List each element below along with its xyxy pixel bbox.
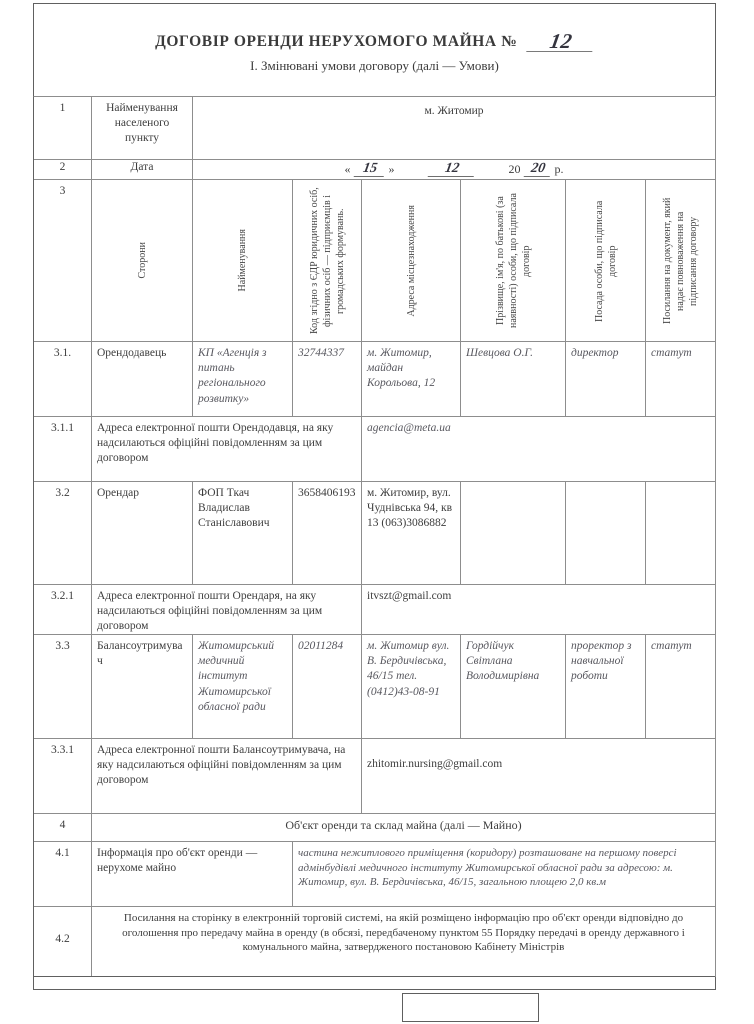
table-row-3-2 — [34, 482, 715, 585]
row-3-3-1-number: 3.3.1 — [34, 739, 92, 813]
document-title — [34, 29, 715, 53]
table-row-3-3-1 — [34, 739, 715, 814]
balance-holder-email-value: zhitomir.nursing@gmail.com — [367, 758, 503, 770]
date-day-handwritten: 15 — [353, 162, 386, 177]
object-info-value: частина нежитлового приміщення (коридору) розташоване на першому поверсі адмінбудівлі медичного інституту Житомирської обласної ради за адресою: м. Житомир, вул. В. Бердичівська, 46/15, загальною площею 2,0 кв.м — [298, 847, 677, 889]
landlord-email-value: agencia@meta.ua — [367, 422, 451, 434]
etrading-link-clause: Посилання на сторінку в електронній торговій системі, на якій розміщено інформацію про об'єкт оренди відповідно до оголошення про передачу майна в оренду (в обсязі, передбаченому пунктом 55 Порядку передачі в оренду державного і комунального майна, затвердженого постановою Кабінету Міністрів — [122, 912, 685, 954]
header-parties — [92, 180, 193, 341]
date-year-handwritten: 20 — [523, 162, 552, 177]
tenant-code: 3658406193 — [293, 482, 362, 584]
row-3-1-number: 3.1. — [34, 342, 92, 416]
landlord-name: КП «Агенція з питань регіонального розвитку» — [193, 342, 293, 416]
row-1-label: Найменування населеного пункту — [92, 97, 193, 159]
date-quote-open: « — [344, 161, 351, 176]
landlord-authority: статут — [651, 347, 692, 359]
balance-holder-email-label: Адреса електронної пошти Балансоутримувача, на яку надсилаються офіційні повідомленням за цим договором — [92, 739, 362, 813]
row-4-1-number: 4.1 — [34, 842, 92, 906]
row-3-number: 3 — [34, 180, 92, 341]
row-3-2-number: 3.2 — [34, 482, 92, 584]
table-row-3-2-1 — [34, 585, 715, 635]
row-2-number: 2 — [34, 160, 92, 179]
balance-holder-position: проректор з навчальної роботи — [566, 635, 646, 738]
header-address-text: Адреса місцезнаходження — [405, 204, 417, 317]
row-2-label: Дата — [92, 160, 193, 179]
contract-number-handwritten: 12 — [526, 32, 596, 52]
table-row-4 — [34, 814, 715, 842]
balance-holder-authority: статут — [651, 640, 692, 652]
header-signer-name — [461, 180, 566, 341]
row-4-2-number: 4.2 — [34, 907, 92, 976]
tenant-email-label: Адреса електронної пошти Орендаря, на яку надсилаються офіційні повідомленням за цим договором — [92, 585, 362, 634]
date-year-printed: 20 — [508, 161, 521, 176]
table-row-1 — [34, 97, 715, 160]
page-number-box — [402, 993, 539, 1022]
tenant-address: м. Житомир, вул. Чуднівська 94, кв 13 (063)3086882 — [362, 482, 461, 584]
row-3-2-1-number: 3.2.1 — [34, 585, 92, 634]
header-signer-position-text: Посада особи, що підписала договір — [593, 199, 618, 322]
header-signer-position — [566, 180, 646, 341]
landlord-signer: Шевцова О.Г. — [461, 342, 566, 416]
header-authority-doc — [646, 180, 715, 341]
section-4-heading: Об'єкт оренди та склад майна (далі — Майно) — [285, 817, 522, 832]
landlord-role: Орендодавець — [92, 342, 193, 416]
date-year-suffix: р. — [554, 161, 564, 176]
balance-holder-address: м. Житомир вул. В. Бердичівська, 46/15 тел. (0412)43-08-91 — [362, 635, 461, 738]
date-month-handwritten: 12 — [427, 162, 476, 177]
row-4-number: 4 — [34, 814, 92, 841]
landlord-address: м. Житомир, майдан Корольова, 12 — [362, 342, 461, 416]
balance-holder-code: 02011284 — [293, 635, 362, 738]
tenant-authority-empty — [646, 482, 715, 584]
landlord-email-label: Адреса електронної пошти Орендодавця, на яку надсилаються офіційні повідомленням за цим договором — [92, 417, 362, 481]
header-parties-text: Сторони — [136, 242, 148, 279]
section-subtitle: І. Змінювані умови договору (далі — Умови) — [250, 57, 499, 73]
balance-holder-signer: Гордійчук Світлана Володимирівна — [461, 635, 566, 738]
document-title-text: ДОГОВІР ОРЕНДИ НЕРУХОМОГО МАЙНА № — [155, 33, 518, 50]
tenant-role: Орендар — [92, 482, 193, 584]
table-row-3-headers — [34, 180, 715, 342]
table-row-4-1 — [34, 842, 715, 907]
date-value — [193, 160, 715, 179]
balance-holder-role: Балансоутримувач — [92, 635, 193, 738]
landlord-code: 32744337 — [293, 342, 362, 416]
tenant-position-empty — [566, 482, 646, 584]
header-address — [362, 180, 461, 341]
balance-holder-name: Житомирський медичний інститут Житомирської обласної ради — [193, 635, 293, 738]
document-header — [34, 4, 715, 74]
header-signer-name-text: Прізвище, ім'я, по батькові (за наявності) особи, що підписала договір — [494, 193, 532, 328]
header-name-text: Найменування — [237, 229, 248, 292]
tenant-signer-empty — [461, 482, 566, 584]
object-info-label: Інформація про об'єкт оренди — нерухоме майно — [92, 842, 293, 906]
table-row-3-1-1 — [34, 417, 715, 482]
table-row-3-3 — [34, 635, 715, 739]
header-authority-doc-text: Посилання на документ, який надає повноваження на підписання договору — [662, 197, 699, 324]
landlord-position: директор — [566, 342, 646, 416]
header-edr-code-text: Код згідно з ЄДР юридичних осіб, фізичних осіб — підприємців і громадських формувань. — [308, 187, 346, 334]
settlement-value: м. Житомир — [424, 105, 484, 117]
tenant-name: ФОП Ткач Владислав Станіславович — [193, 482, 293, 584]
row-3-3-number: 3.3 — [34, 635, 92, 738]
page-border — [33, 3, 716, 990]
row-3-1-1-number: 3.1.1 — [34, 417, 92, 481]
tenant-email-value: itvszt@gmail.com — [367, 590, 452, 602]
row-1-number: 1 — [34, 97, 92, 159]
date-quote-close: » — [388, 161, 395, 176]
header-name — [193, 180, 293, 341]
table-row-4-2 — [34, 907, 715, 977]
contract-table — [33, 96, 716, 977]
header-edr-code — [293, 180, 362, 341]
table-row-3-1 — [34, 342, 715, 417]
table-row-2 — [34, 160, 715, 180]
